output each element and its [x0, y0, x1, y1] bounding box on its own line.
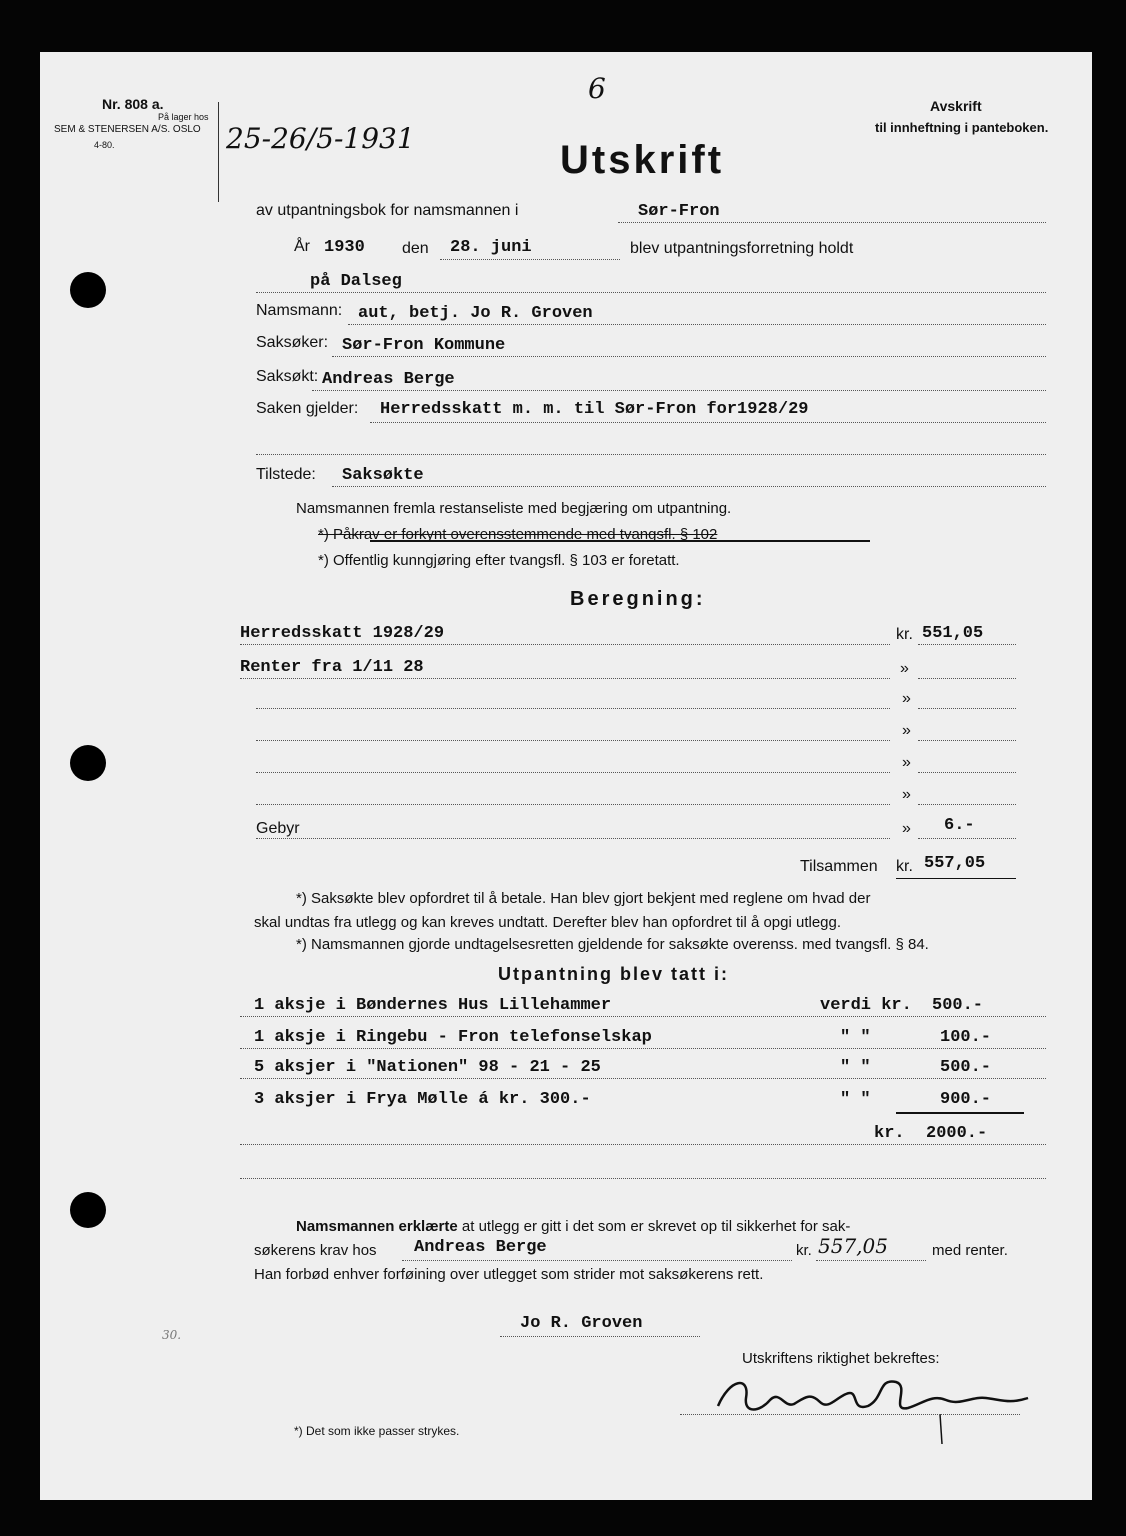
left-margin-rule: [218, 102, 219, 202]
saken-line-2: [256, 454, 1046, 455]
district-name: Sør-Fron: [638, 202, 720, 221]
seized-line-3: [240, 1078, 1046, 1079]
strike-underline: [370, 540, 870, 542]
ditto-mark: »: [902, 754, 911, 771]
ditto-mark: »: [902, 690, 911, 707]
calc-line-2: [240, 678, 890, 679]
avskrift-subtitle: til innheftning i panteboken.: [875, 120, 1049, 135]
calc-item-label: Herredsskatt 1928/29: [240, 624, 445, 643]
publisher-line-1: På lager hos: [158, 112, 209, 122]
saksoker-label: Saksøker:: [256, 334, 329, 351]
namsmann-signature: Jo R. Groven: [520, 1314, 643, 1333]
ditto-mark: »: [902, 786, 911, 803]
namsmann-value: aut, betj. Jo R. Groven: [358, 304, 593, 323]
declaration-rest: at utlegg er gitt i det som er skrevet op til sikkerhet for sak-: [461, 1218, 851, 1235]
ditto-mark: »: [900, 660, 909, 677]
statement-restanseliste: Namsmannen fremla restanseliste med begjæring om utpantning.: [296, 500, 732, 517]
district-line: [618, 222, 1046, 223]
declaration-start: søkerens krav hos: [254, 1242, 377, 1259]
form-number: Nr. 808 a.: [102, 96, 164, 112]
date-line: [440, 259, 620, 260]
place-value: på Dalseg: [310, 272, 402, 291]
declaration-line-3: Han forbød enhver forføining over utlegget som strider mot saksøkerens rett.: [254, 1266, 764, 1283]
certify-text: Utskriftens riktighet bekreftes:: [742, 1350, 940, 1367]
seized-total-rule: [896, 1112, 1024, 1114]
intro-label: av utpantningsbok for namsmannen i: [256, 202, 519, 219]
total-currency: kr.: [896, 858, 913, 875]
saksokt-label: Saksøkt:: [256, 368, 319, 385]
saksokt-line: [312, 390, 1046, 391]
calc-line-3: [256, 708, 890, 709]
seized-item-value: 500.-: [940, 1058, 992, 1077]
calc-renter-label: Renter fra 1/11 28: [240, 658, 424, 677]
seized-item-value: 500.-: [932, 996, 984, 1015]
seized-item-prefix: verdi kr.: [820, 996, 912, 1015]
calc-line-5: [256, 772, 890, 773]
note-opfordret-1: *) Saksøkte blev opfordret til å betale. Han blev gjort bekjent med reglene om hvad der: [296, 890, 871, 907]
seized-line-1: [240, 1016, 1046, 1017]
statement-pakrav-struck: *) Påkrav er forkynt overensstemmende med tvangsfl. § 102: [318, 526, 718, 543]
saken-value: Herredsskatt m. m. til Sør-Fron for1928/29: [380, 400, 809, 419]
seized-total-amount: 2000.-: [926, 1124, 988, 1143]
tilstede-label: Tilstede:: [256, 466, 316, 483]
utpantning-heading: Utpantning blev tatt i:: [498, 964, 729, 984]
total-underline: [896, 878, 1016, 879]
amount-line-3: [918, 708, 1016, 709]
namsmann-line: [348, 324, 1046, 325]
seized-item-desc: 1 aksje i Ringebu - Fron telefonselskap: [254, 1028, 652, 1047]
certifier-signature: [710, 1368, 1040, 1448]
publisher-line-3: 4-80.: [94, 140, 115, 150]
declaration-name: Andreas Berge: [414, 1238, 547, 1257]
declaration-end: med renter.: [932, 1242, 1008, 1259]
amount-line-2: [918, 678, 1016, 679]
amount-line-6: [918, 804, 1016, 805]
punch-hole-top: [70, 272, 106, 308]
note-opfordret-2: skal undtas fra utlegg og kan kreves undtatt. Derefter blev han opfordret til å opgi utlegg.: [254, 914, 842, 931]
footnote: *) Det som ikke passer strykes.: [294, 1424, 460, 1438]
publisher-line-2: SEM & STENERSEN A/S. OSLO: [54, 124, 201, 135]
declaration-currency: kr.: [796, 1242, 812, 1259]
seized-item-prefix: " ": [840, 1090, 871, 1109]
calc-line-6: [256, 804, 890, 805]
ditto-mark: »: [902, 722, 911, 739]
certify-underline: [680, 1414, 1020, 1415]
ditto-mark: »: [902, 820, 911, 837]
tilstede-value: Saksøkte: [342, 466, 424, 485]
saksoker-value: Sør-Fron Kommune: [342, 336, 506, 355]
calc-line-4: [256, 740, 890, 741]
saken-label: Saken gjelder:: [256, 400, 359, 417]
seized-line-5: [240, 1144, 1046, 1145]
seized-line-6: [240, 1178, 1046, 1179]
note-undtagelse: *) Namsmannen gjorde undtagelsesretten gjeldende for saksøkte overenss. med tvangsfl. § 84.: [296, 936, 929, 953]
avskrift-label: Avskrift: [930, 98, 982, 114]
calc-item-currency: kr.: [896, 626, 913, 643]
page-number: 6: [588, 72, 606, 105]
handwritten-reference: 25-26/5-1931: [226, 122, 415, 155]
date-value: 28. juni: [450, 238, 532, 257]
punch-hole-middle: [70, 745, 106, 781]
seized-item-prefix: " ": [840, 1028, 871, 1047]
amount-line-gebyr: [918, 838, 1016, 839]
year-label: År: [294, 238, 310, 255]
total-label: Tilsammen: [800, 858, 878, 875]
calc-line-1: [240, 644, 890, 645]
seized-item-desc: 3 aksjer i Frya Mølle á kr. 300.-: [254, 1090, 591, 1109]
amount-line-1: [918, 644, 1016, 645]
amount-line-5: [918, 772, 1016, 773]
seized-total-currency: kr.: [874, 1124, 905, 1143]
declaration-line-1: [296, 1218, 850, 1235]
total-amount: 557,05: [924, 854, 986, 873]
declaration-amount: 557,05: [818, 1234, 888, 1258]
seized-item-desc: 5 aksjer i "Nationen" 98 - 21 - 25: [254, 1058, 601, 1077]
saksoker-line: [332, 356, 1046, 357]
saksokt-value: Andreas Berge: [322, 370, 455, 389]
seized-item-desc: 1 aksje i Bøndernes Hus Lillehammer: [254, 996, 612, 1015]
seized-item-prefix: " ": [840, 1058, 871, 1077]
declaration-amount-line: [816, 1260, 926, 1261]
declaration-bold: Namsmannen erklærte: [296, 1218, 458, 1235]
beregning-heading: Beregning:: [570, 588, 706, 610]
calc-item-amount: 551,05: [922, 624, 984, 643]
amount-line-4: [918, 740, 1016, 741]
document-title: Utskrift: [560, 138, 725, 182]
seized-line-2: [240, 1048, 1046, 1049]
tilstede-line: [332, 486, 1046, 487]
seized-item-value: 900.-: [940, 1090, 992, 1109]
declaration-name-line: [402, 1260, 792, 1261]
punch-hole-bottom: [70, 1192, 106, 1228]
signature-line: [500, 1336, 700, 1337]
place-line: [256, 292, 1046, 293]
statement-kunngjoring: *) Offentlig kunngjøring efter tvangsfl. § 103 er foretatt.: [318, 552, 680, 569]
date-label: den: [402, 240, 429, 257]
gebyr-label: Gebyr: [256, 820, 300, 837]
saken-line: [370, 422, 1046, 423]
namsmann-label: Namsmann:: [256, 302, 343, 319]
gebyr-amount: 6.-: [944, 816, 975, 835]
document-page: [40, 52, 1092, 1500]
held-label: blev utpantningsforretning holdt: [630, 240, 854, 257]
year-value: 1930: [324, 238, 365, 257]
gebyr-line: [256, 838, 890, 839]
seized-item-value: 100.-: [940, 1028, 992, 1047]
margin-mark: 30.: [162, 1328, 182, 1342]
